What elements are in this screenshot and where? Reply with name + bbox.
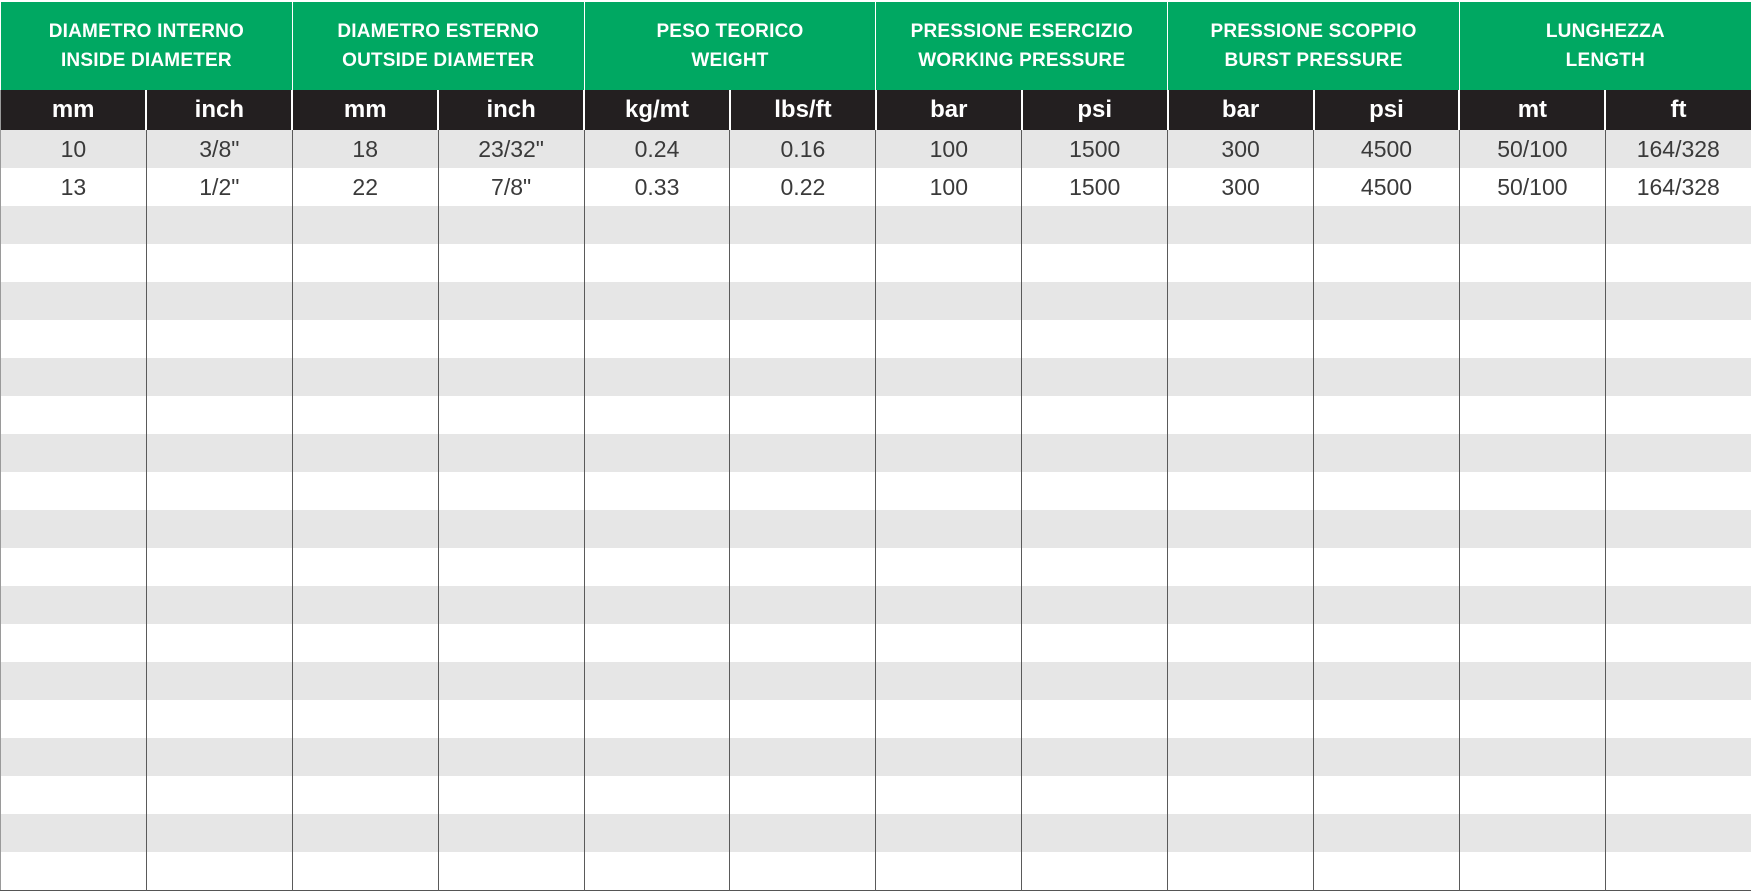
table-cell bbox=[876, 358, 1022, 396]
group-header-row bbox=[1, 1, 1751, 90]
table-cell bbox=[730, 396, 876, 434]
table-cell: 1/2" bbox=[146, 168, 292, 206]
table-cell bbox=[584, 472, 730, 510]
group-label-en: WORKING PRESSURE bbox=[880, 46, 1163, 75]
table-cell bbox=[1314, 320, 1460, 358]
table-cell bbox=[292, 396, 438, 434]
table-cell bbox=[1314, 548, 1460, 586]
table-cell bbox=[1605, 396, 1751, 434]
table-cell bbox=[1459, 510, 1605, 548]
table-cell bbox=[1, 700, 147, 738]
table-cell bbox=[876, 662, 1022, 700]
table-cell bbox=[438, 396, 584, 434]
table-cell bbox=[146, 358, 292, 396]
table-cell bbox=[146, 244, 292, 282]
table-cell bbox=[292, 472, 438, 510]
table-cell bbox=[1022, 548, 1168, 586]
table-cell bbox=[146, 738, 292, 776]
table-cell bbox=[146, 662, 292, 700]
table-cell bbox=[1168, 320, 1314, 358]
table-cell bbox=[1, 738, 147, 776]
table-cell bbox=[1168, 662, 1314, 700]
table-cell bbox=[438, 814, 584, 852]
table-cell bbox=[1168, 282, 1314, 320]
table-cell bbox=[876, 586, 1022, 624]
table-row bbox=[1, 776, 1751, 814]
table-cell bbox=[1459, 776, 1605, 814]
table-row bbox=[1, 738, 1751, 776]
table-cell bbox=[876, 320, 1022, 358]
table-cell bbox=[1459, 624, 1605, 662]
table-cell bbox=[438, 776, 584, 814]
table-cell bbox=[584, 700, 730, 738]
table-cell bbox=[730, 206, 876, 244]
table-cell bbox=[438, 320, 584, 358]
unit-header-cell: mt bbox=[1459, 90, 1605, 130]
table-cell bbox=[1605, 776, 1751, 814]
table-cell: 0.24 bbox=[584, 130, 730, 168]
table-cell bbox=[1168, 814, 1314, 852]
table-row bbox=[1, 206, 1751, 244]
table-row bbox=[1, 852, 1751, 891]
table-cell bbox=[438, 662, 584, 700]
table-cell bbox=[1, 206, 147, 244]
table-cell: 0.33 bbox=[584, 168, 730, 206]
table-cell bbox=[1459, 548, 1605, 586]
table-cell bbox=[438, 738, 584, 776]
table-cell bbox=[146, 586, 292, 624]
table-cell bbox=[1459, 852, 1605, 891]
table-cell: 1500 bbox=[1022, 168, 1168, 206]
table-cell bbox=[1314, 358, 1460, 396]
table-cell bbox=[876, 510, 1022, 548]
unit-header-cell: ft bbox=[1605, 90, 1751, 130]
table-cell bbox=[1, 358, 147, 396]
table-cell bbox=[1022, 624, 1168, 662]
group-header-burst-pressure bbox=[1168, 1, 1460, 90]
table-cell bbox=[876, 548, 1022, 586]
table-cell bbox=[1168, 206, 1314, 244]
table-cell bbox=[584, 776, 730, 814]
table-cell bbox=[146, 472, 292, 510]
table-cell bbox=[1605, 814, 1751, 852]
table-cell bbox=[1, 586, 147, 624]
table-cell bbox=[1022, 700, 1168, 738]
table-cell bbox=[1314, 700, 1460, 738]
group-label-en: INSIDE DIAMETER bbox=[5, 46, 288, 75]
table-cell bbox=[1314, 206, 1460, 244]
table-cell: 4500 bbox=[1314, 168, 1460, 206]
table-row bbox=[1, 282, 1751, 320]
table-cell bbox=[1168, 358, 1314, 396]
unit-header-cell: kg/mt bbox=[584, 90, 730, 130]
group-label-it: DIAMETRO ESTERNO bbox=[297, 17, 580, 46]
unit-header-cell: bar bbox=[876, 90, 1022, 130]
table-cell bbox=[1459, 320, 1605, 358]
table-cell bbox=[146, 776, 292, 814]
table-cell bbox=[730, 814, 876, 852]
table-cell bbox=[1168, 586, 1314, 624]
table-cell bbox=[730, 852, 876, 891]
table-cell bbox=[1459, 472, 1605, 510]
table-cell bbox=[1459, 244, 1605, 282]
unit-header-cell: psi bbox=[1314, 90, 1460, 130]
table-cell bbox=[1314, 396, 1460, 434]
table-cell bbox=[1022, 282, 1168, 320]
table-cell bbox=[1022, 776, 1168, 814]
table-cell bbox=[876, 852, 1022, 891]
group-header-working-pressure bbox=[876, 1, 1168, 90]
table-cell bbox=[1168, 396, 1314, 434]
table-cell: 22 bbox=[292, 168, 438, 206]
table-cell bbox=[730, 244, 876, 282]
table-body bbox=[1, 130, 1751, 891]
table-cell bbox=[584, 586, 730, 624]
table-cell bbox=[1605, 662, 1751, 700]
table-cell: 3/8" bbox=[146, 130, 292, 168]
table-cell bbox=[292, 206, 438, 244]
table-cell bbox=[1, 510, 147, 548]
table-cell bbox=[1, 662, 147, 700]
unit-header-cell: inch bbox=[438, 90, 584, 130]
table-cell bbox=[292, 282, 438, 320]
table-cell bbox=[1459, 814, 1605, 852]
table-cell: 100 bbox=[876, 130, 1022, 168]
table-cell bbox=[292, 434, 438, 472]
table-cell bbox=[1605, 586, 1751, 624]
table-cell bbox=[730, 320, 876, 358]
table-cell bbox=[1168, 738, 1314, 776]
unit-header-cell: bar bbox=[1168, 90, 1314, 130]
table-cell bbox=[1022, 510, 1168, 548]
table-cell: 50/100 bbox=[1459, 130, 1605, 168]
table-row bbox=[1, 510, 1751, 548]
table-cell bbox=[1459, 358, 1605, 396]
table-cell bbox=[584, 206, 730, 244]
table-cell bbox=[1459, 396, 1605, 434]
table-cell bbox=[584, 738, 730, 776]
table-cell bbox=[1314, 776, 1460, 814]
table-cell bbox=[1022, 472, 1168, 510]
table-cell bbox=[876, 282, 1022, 320]
table-cell bbox=[292, 662, 438, 700]
table-cell bbox=[584, 852, 730, 891]
unit-header-cell: mm bbox=[1, 90, 147, 130]
table-cell bbox=[584, 662, 730, 700]
table-cell bbox=[1605, 624, 1751, 662]
table-cell bbox=[1459, 434, 1605, 472]
table-cell: 300 bbox=[1168, 130, 1314, 168]
group-header-weight bbox=[584, 1, 876, 90]
table-cell bbox=[292, 776, 438, 814]
table-cell bbox=[1459, 738, 1605, 776]
table-cell bbox=[1459, 700, 1605, 738]
table-cell bbox=[1, 320, 147, 358]
table-cell bbox=[292, 814, 438, 852]
table-cell bbox=[292, 320, 438, 358]
table-row bbox=[1, 472, 1751, 510]
table-cell bbox=[1314, 738, 1460, 776]
table-cell bbox=[730, 358, 876, 396]
table-cell bbox=[438, 700, 584, 738]
table-cell bbox=[146, 282, 292, 320]
table-cell bbox=[876, 396, 1022, 434]
table-cell bbox=[1605, 206, 1751, 244]
group-label-it: PRESSIONE ESERCIZIO bbox=[880, 17, 1163, 46]
table-cell bbox=[1314, 434, 1460, 472]
table-cell bbox=[438, 358, 584, 396]
table-row bbox=[1, 700, 1751, 738]
table-cell: 7/8" bbox=[438, 168, 584, 206]
table-cell bbox=[438, 624, 584, 662]
table-cell bbox=[1022, 244, 1168, 282]
unit-header-row bbox=[1, 90, 1751, 130]
table-cell: 0.22 bbox=[730, 168, 876, 206]
table-cell bbox=[876, 434, 1022, 472]
table-cell bbox=[1, 282, 147, 320]
table-cell bbox=[1605, 738, 1751, 776]
table-cell bbox=[292, 548, 438, 586]
table-cell bbox=[1605, 700, 1751, 738]
table-cell: 164/328 bbox=[1605, 168, 1751, 206]
table-row bbox=[1, 434, 1751, 472]
table-cell bbox=[876, 700, 1022, 738]
group-label-en: WEIGHT bbox=[589, 46, 872, 75]
table-cell bbox=[876, 776, 1022, 814]
table-cell bbox=[1459, 586, 1605, 624]
table-cell bbox=[1459, 206, 1605, 244]
group-label-en: BURST PRESSURE bbox=[1172, 46, 1455, 75]
table-cell bbox=[1022, 662, 1168, 700]
table-cell: 23/32" bbox=[438, 130, 584, 168]
table-row bbox=[1, 662, 1751, 700]
table-cell bbox=[1168, 548, 1314, 586]
table-cell bbox=[730, 586, 876, 624]
table-cell bbox=[1459, 662, 1605, 700]
table-cell bbox=[1314, 852, 1460, 891]
table-cell bbox=[1314, 472, 1460, 510]
table-cell bbox=[1314, 814, 1460, 852]
group-header-length bbox=[1459, 1, 1751, 90]
table-cell bbox=[584, 282, 730, 320]
table-cell bbox=[876, 814, 1022, 852]
table-cell: 13 bbox=[1, 168, 147, 206]
table-cell bbox=[584, 814, 730, 852]
table-cell bbox=[1605, 282, 1751, 320]
table-cell bbox=[1314, 244, 1460, 282]
table-row bbox=[1, 624, 1751, 662]
table-cell bbox=[584, 396, 730, 434]
table-cell: 4500 bbox=[1314, 130, 1460, 168]
table-cell bbox=[1022, 320, 1168, 358]
table-cell bbox=[292, 624, 438, 662]
table-cell bbox=[1, 548, 147, 586]
table-cell bbox=[1314, 510, 1460, 548]
table-cell: 1500 bbox=[1022, 130, 1168, 168]
table-cell bbox=[438, 434, 584, 472]
table-row bbox=[1, 548, 1751, 586]
table-row bbox=[1, 396, 1751, 434]
table-cell bbox=[146, 814, 292, 852]
table-cell bbox=[1459, 282, 1605, 320]
table-cell bbox=[876, 624, 1022, 662]
table-cell bbox=[730, 472, 876, 510]
table-cell bbox=[146, 434, 292, 472]
table-cell bbox=[1168, 510, 1314, 548]
table-cell bbox=[1314, 662, 1460, 700]
table-cell bbox=[730, 738, 876, 776]
table-cell bbox=[146, 206, 292, 244]
table-cell bbox=[146, 548, 292, 586]
table-cell bbox=[876, 738, 1022, 776]
table-cell bbox=[1022, 434, 1168, 472]
table-cell bbox=[584, 548, 730, 586]
table-row bbox=[1, 130, 1751, 168]
unit-header-cell: inch bbox=[146, 90, 292, 130]
table-cell bbox=[1605, 358, 1751, 396]
table-cell bbox=[1168, 776, 1314, 814]
unit-header-cell: psi bbox=[1022, 90, 1168, 130]
table-cell bbox=[1605, 852, 1751, 891]
table-cell bbox=[1, 244, 147, 282]
table-cell bbox=[1314, 586, 1460, 624]
table-cell bbox=[1022, 738, 1168, 776]
table-cell: 10 bbox=[1, 130, 147, 168]
table-cell bbox=[1, 776, 147, 814]
table-cell bbox=[584, 624, 730, 662]
table-cell: 300 bbox=[1168, 168, 1314, 206]
table-cell bbox=[1314, 624, 1460, 662]
table-cell bbox=[438, 206, 584, 244]
table-cell bbox=[1605, 244, 1751, 282]
table-row bbox=[1, 358, 1751, 396]
unit-header-cell: mm bbox=[292, 90, 438, 130]
table-cell bbox=[584, 244, 730, 282]
table-cell bbox=[1, 624, 147, 662]
table-cell bbox=[1, 434, 147, 472]
table-row bbox=[1, 320, 1751, 358]
table-cell bbox=[292, 738, 438, 776]
table-cell bbox=[1022, 852, 1168, 891]
table-cell bbox=[292, 510, 438, 548]
table-cell bbox=[1, 396, 147, 434]
table-row bbox=[1, 168, 1751, 206]
table-cell bbox=[438, 510, 584, 548]
table-cell bbox=[146, 510, 292, 548]
table-cell bbox=[730, 548, 876, 586]
table-cell bbox=[292, 358, 438, 396]
table-cell bbox=[1022, 358, 1168, 396]
table-cell bbox=[146, 852, 292, 891]
table-cell bbox=[438, 548, 584, 586]
table-cell bbox=[1168, 700, 1314, 738]
table-cell bbox=[292, 852, 438, 891]
table-cell bbox=[1605, 548, 1751, 586]
table-cell bbox=[292, 244, 438, 282]
table-cell bbox=[438, 244, 584, 282]
group-label-en: OUTSIDE DIAMETER bbox=[297, 46, 580, 75]
table-cell bbox=[146, 700, 292, 738]
table-cell bbox=[584, 434, 730, 472]
group-label-it: DIAMETRO INTERNO bbox=[5, 17, 288, 46]
table-cell bbox=[584, 358, 730, 396]
table-cell bbox=[292, 700, 438, 738]
table-cell bbox=[1022, 396, 1168, 434]
table-cell bbox=[438, 472, 584, 510]
table-cell bbox=[438, 852, 584, 891]
table-cell: 164/328 bbox=[1605, 130, 1751, 168]
table-cell: 100 bbox=[876, 168, 1022, 206]
table-row bbox=[1, 244, 1751, 282]
group-label-it: PESO TEORICO bbox=[589, 17, 872, 46]
table-cell bbox=[1168, 852, 1314, 891]
table-cell bbox=[292, 586, 438, 624]
table-cell: 50/100 bbox=[1459, 168, 1605, 206]
table-cell bbox=[730, 700, 876, 738]
table-row bbox=[1, 814, 1751, 852]
table-cell bbox=[146, 320, 292, 358]
table-cell bbox=[1168, 472, 1314, 510]
group-header-inside-diameter bbox=[1, 1, 293, 90]
table-cell bbox=[1022, 206, 1168, 244]
table-cell bbox=[876, 244, 1022, 282]
table-cell bbox=[1, 852, 147, 891]
table-cell bbox=[1605, 472, 1751, 510]
table-cell bbox=[1168, 244, 1314, 282]
table-cell bbox=[438, 282, 584, 320]
table-cell bbox=[1022, 814, 1168, 852]
group-label-it: PRESSIONE SCOPPIO bbox=[1172, 17, 1455, 46]
table-cell bbox=[1605, 434, 1751, 472]
table-cell bbox=[730, 662, 876, 700]
table-cell bbox=[1168, 624, 1314, 662]
table-cell bbox=[1168, 434, 1314, 472]
table-cell bbox=[146, 624, 292, 662]
table-cell bbox=[438, 586, 584, 624]
table-cell bbox=[1314, 282, 1460, 320]
table-cell bbox=[1022, 586, 1168, 624]
table-cell bbox=[584, 510, 730, 548]
table-row bbox=[1, 586, 1751, 624]
group-header-outside-diameter bbox=[292, 1, 584, 90]
table-cell bbox=[730, 434, 876, 472]
table-cell bbox=[1605, 320, 1751, 358]
unit-header-cell: lbs/ft bbox=[730, 90, 876, 130]
table-cell bbox=[730, 510, 876, 548]
table-cell bbox=[876, 472, 1022, 510]
table-cell bbox=[584, 320, 730, 358]
table-cell bbox=[876, 206, 1022, 244]
table-cell bbox=[730, 282, 876, 320]
group-label-en: LENGTH bbox=[1464, 46, 1747, 75]
table-cell bbox=[730, 624, 876, 662]
table-cell bbox=[730, 776, 876, 814]
table-cell bbox=[1, 814, 147, 852]
table-cell: 0.16 bbox=[730, 130, 876, 168]
group-label-it: LUNGHEZZA bbox=[1464, 17, 1747, 46]
table-cell bbox=[146, 396, 292, 434]
table-cell: 18 bbox=[292, 130, 438, 168]
table-cell bbox=[1, 472, 147, 510]
table-cell bbox=[1605, 510, 1751, 548]
